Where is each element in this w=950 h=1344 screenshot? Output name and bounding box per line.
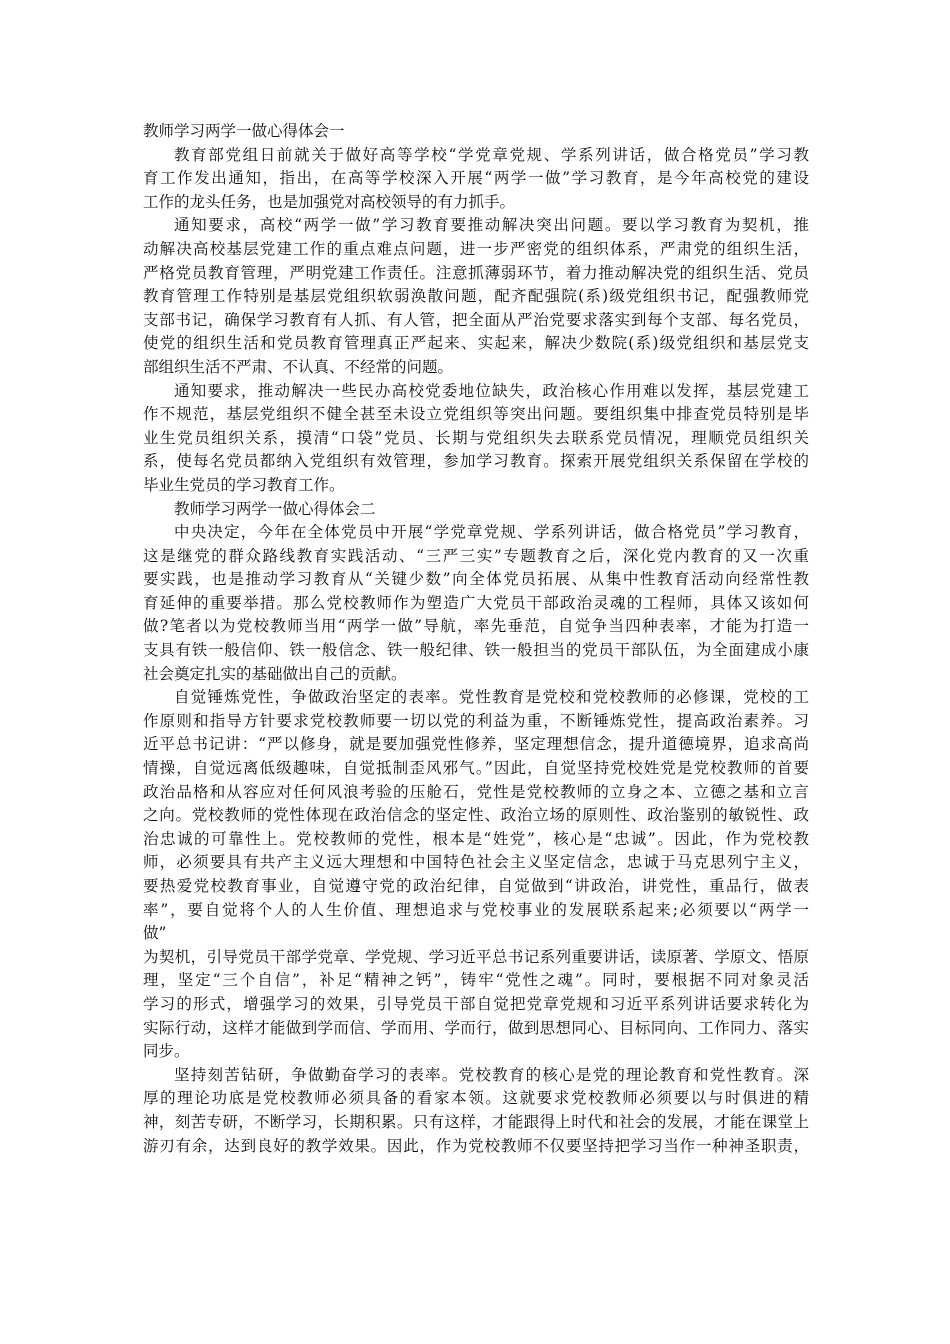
text-line: 部组织生活不严肃、不认真、不经常的问题。: [143, 357, 454, 376]
text-line: 做”: [143, 924, 167, 943]
text-line: 之向。党校教师的党性体现在政治信念的坚定性、政治立场的原则性、政治鉴别的敏锐性、政: [143, 806, 809, 825]
text-line: 率”，要自觉将个人的人生价值、理想追求与党校事业的发展联系起来;必须要以“两学一: [143, 900, 809, 919]
section-heading: 教师学习两学一做心得体会一: [143, 122, 345, 140]
text-line: 要热爱党校教育事业，自觉遵守党的政治纪律，自觉做到“讲政治，讲党性，重品行，做表: [143, 877, 809, 895]
text-line: 教育部党组日前就关于做好高等学校“学党章党规、学系列讲话，做合格党员”学习教: [174, 145, 809, 164]
text-line: 政治品格和从容应对任何风浪考验的压舱石，党性是党校教师的立身之本、立德之基和立言: [143, 782, 809, 801]
text-line: 要实践，也是推动学习教育从“关键少数”向全体党员拓展、从集中性教育活动向经常性教: [143, 570, 809, 589]
document-body: [143, 120, 809, 1158]
text-line: 通知要求，高校“两学一做”学习教育要推动解决突出问题。要以学习教育为契机，推: [174, 216, 809, 235]
text-line: 厚的理论功底是党校教师必须具备的看家本领。这就要求党校教师必须要以与时俱进的精: [143, 1089, 809, 1108]
text-line: 中央决定，今年在全体党员中开展“学党章党规、学系列讲话，做合格党员”学习教育，: [174, 523, 809, 542]
text-line: 严格党员教育管理，严明党建工作责任。注意抓薄弱环节，着力推动解决党的组织生活、党员: [143, 263, 809, 282]
text-line: 做?笔者以为党校教师当用“两学一做”导航，率先垂范，自觉争当四种表率，才能为打造一: [143, 617, 809, 636]
text-line: 动解决高校基层党建工作的重点难点问题，进一步严密党的组织体系，严肃党的组织生活，: [143, 239, 809, 258]
text-line: 作原则和指导方针要求党校教师要一切以党的利益为重，不断锤炼党性，提高政治素养。习: [143, 711, 809, 730]
text-line: 毕业生党员的学习教育工作。: [143, 475, 345, 494]
text-line: 支具有铁一般信仰、铁一般信念、铁一般纪律、铁一般担当的党员干部队伍，为全面建成小康: [143, 641, 809, 660]
text-line: 神，刻苦专研，不断学习，长期积累。只有这样，才能跟得上时代和社会的发展，才能在课堂上: [143, 1112, 809, 1131]
text-line: 通知要求，推动解决一些民办高校党委地位缺失，政治核心作用难以发挥，基层党建工: [174, 381, 809, 400]
text-line: 实际行动，这样才能做到学而信、学而用、学而行，做到思想同心、目标同向、工作同力、落实: [143, 1018, 809, 1037]
text-line: 学习的形式，增强学习的效果，引导党员干部自觉把党章党规和习近平系列讲话要求转化为: [143, 994, 809, 1013]
text-line: 游刃有余，达到良好的教学效果。因此，作为党校教师不仅要坚持把学习当作一种神圣职责，: [143, 1136, 809, 1155]
text-line: 育延伸的重要举措。那么党校教师作为塑造广大党员干部政治灵魂的工程师，具体又该如何: [143, 593, 809, 612]
text-line: 使党的组织生活和党员教育管理真正严起来、实起来，解决少数院(系)级党组织和基层党支: [143, 334, 809, 353]
text-line: 情操，自觉远离低级趣味，自觉抵制歪风邪气。”因此，自觉坚持党校姓党是党校教师的首要: [143, 759, 809, 778]
text-line: 同步。: [143, 1042, 190, 1061]
section-heading: 教师学习两学一做心得体会二: [174, 499, 376, 518]
text-line: 教育管理工作特别是基层党组织软弱涣散问题，配齐配强院(系)级党组织书记，配强教师党: [143, 287, 809, 306]
text-line: 作不规范，基层党组织不健全甚至未设立党组织等突出问题。要组织集中排查党员特别是毕: [143, 405, 809, 424]
text-line: 这是继党的群众路线教育实践活动、“三严三实”专题教育之后，深化党内教育的又一次重: [143, 546, 809, 565]
text-line: 为契机，引导党员干部学党章、学党规、学习近平总书记系列重要讲话，读原著、学原文、悟原: [143, 947, 809, 966]
text-line: 支部书记，确保学习教育有人抓、有人管，把全面从严治党要求落实到每个支部、每名党员，: [143, 310, 809, 329]
text-line: 理，坚定“三个自信”，补足“精神之钙”，铸牢“党性之魂”。同时，要根据不同对象灵活: [143, 971, 809, 990]
text-line: 自觉锤炼党性，争做政治坚定的表率。党性教育是党校和党校教师的必修课，党校的工: [174, 688, 809, 707]
text-line: 工作的龙头任务，也是加强党对高校领导的有力抓手。: [143, 192, 516, 211]
text-line: 育工作发出通知，指出，在高等学校深入开展“两学一做”学习教育，是今年高校党的建设: [143, 169, 809, 188]
text-line: 社会奠定扎实的基础做出自己的贡献。: [143, 664, 407, 683]
text-line: 治忠诚的可靠性上。党校教师的党性，根本是“姓党”，核心是“忠诚”。因此，作为党校教: [143, 829, 809, 848]
text-line: 近平总书记讲：“严以修身，就是要加强党性修养，坚定理想信念，提升道德境界，追求高尚: [143, 735, 809, 754]
text-line: 业生党员组织关系，摸清“口袋”党员、长期与党组织失去联系党员情况，理顺党员组织关: [143, 428, 809, 447]
text-line: 师，必须要具有共产主义远大理想和中国特色社会主义坚定信念，忠诚于马克思列宁主义，: [143, 853, 809, 872]
text-line: 系，使每名党员都纳入党组织有效管理，参加学习教育。探索开展党组织关系保留在学校的: [143, 452, 809, 471]
text-line: 坚持刻苦钻研，争做勤奋学习的表率。党校教育的核心是党的理论教育和党性教育。深: [174, 1065, 809, 1084]
